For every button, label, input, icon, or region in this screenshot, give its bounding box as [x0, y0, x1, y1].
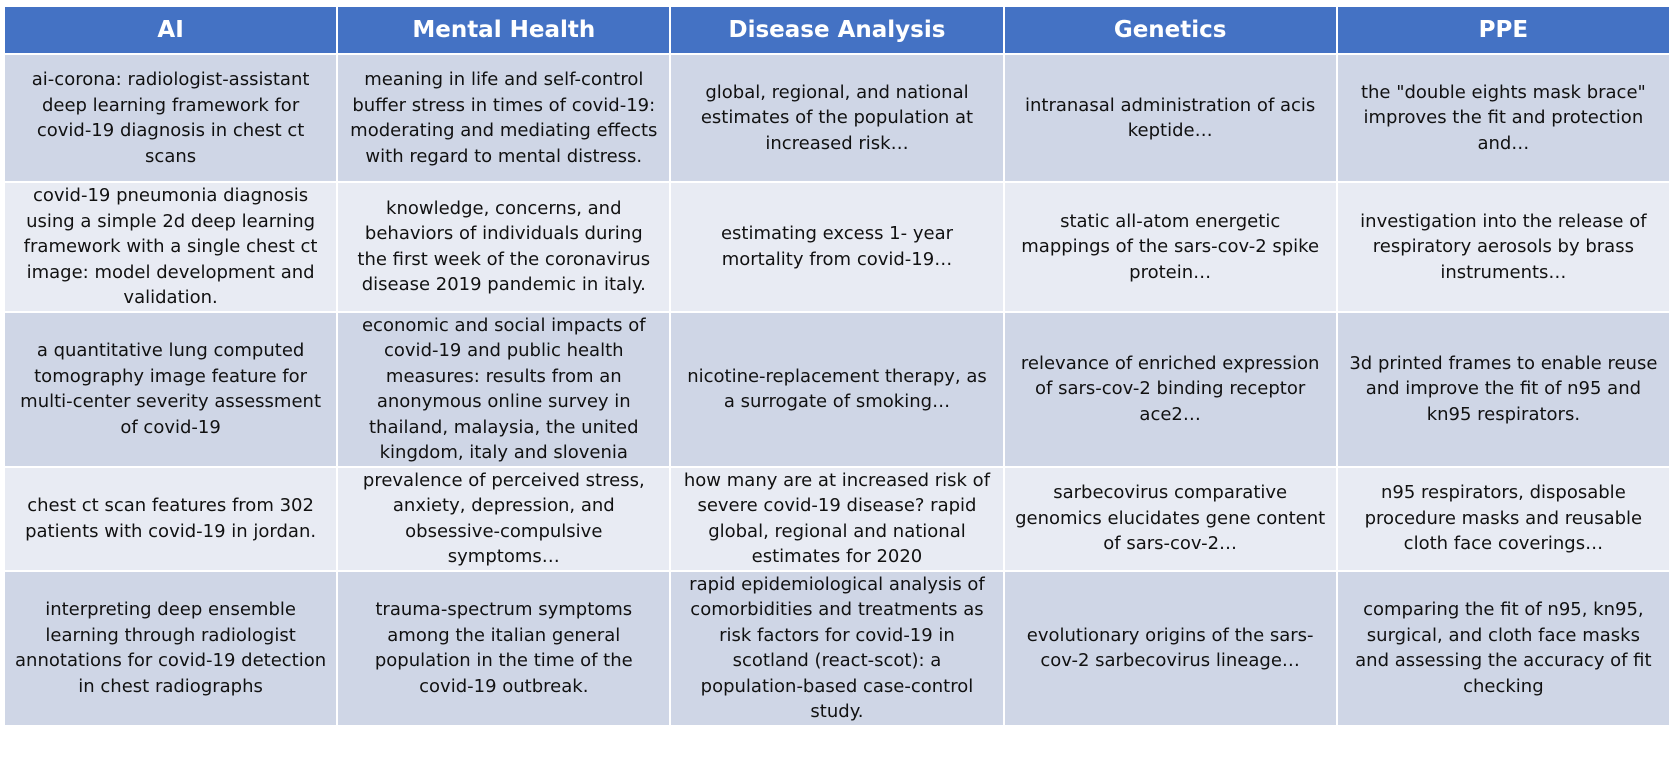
cell-ai: chest ct scan features from 302 patients with covid-19 in jordan.: [4, 467, 337, 571]
cell-genetics: sarbecovirus comparative genomics elucidates gene content of sars-cov-2…: [1004, 467, 1337, 571]
cell-ai: a quantitative lung computed tomography image feature for multi-center severity assessment of covid-19: [4, 312, 337, 467]
header-row: [4, 6, 1670, 54]
cell-ppe: the "double eights mask brace" improves the fit and protection and…: [1337, 54, 1670, 182]
topic-papers-table: [3, 5, 1671, 727]
cell-genetics: evolutionary origins of the sars-cov-2 sarbecovirus lineage…: [1004, 571, 1337, 726]
table-row: [4, 571, 1670, 726]
cell-ai: covid-19 pneumonia diagnosis using a simple 2d deep learning framework with a single chest ct image: model development and validation.: [4, 182, 337, 312]
table-row: [4, 312, 1670, 467]
table-row: [4, 182, 1670, 312]
header-ai: AI: [4, 6, 337, 54]
cell-mental-health: knowledge, concerns, and behaviors of individuals during the first week of the coronavirus disease 2019 pandemic in italy.: [337, 182, 670, 312]
cell-ppe: investigation into the release of respiratory aerosols by brass instruments…: [1337, 182, 1670, 312]
table-row: [4, 467, 1670, 571]
cell-ppe: comparing the fit of n95, kn95, surgical, and cloth face masks and assessing the accuracy of fit checking: [1337, 571, 1670, 726]
cell-genetics: intranasal administration of acis keptide…: [1004, 54, 1337, 182]
cell-disease-analysis: estimating excess 1- year mortality from covid-19…: [670, 182, 1003, 312]
cell-ai: ai-corona: radiologist-assistant deep learning framework for covid-19 diagnosis in chest ct scans: [4, 54, 337, 182]
header-ppe: PPE: [1337, 6, 1670, 54]
cell-disease-analysis: nicotine-replacement therapy, as a surrogate of smoking…: [670, 312, 1003, 467]
cell-ppe: 3d printed frames to enable reuse and improve the fit of n95 and kn95 respirators.: [1337, 312, 1670, 467]
cell-mental-health: prevalence of perceived stress, anxiety, depression, and obsessive-compulsive symptoms…: [337, 467, 670, 571]
cell-genetics: relevance of enriched expression of sars-cov-2 binding receptor ace2…: [1004, 312, 1337, 467]
cell-mental-health: meaning in life and self-control buffer stress in times of covid-19: moderating and mediating effects with regard to mental distress.: [337, 54, 670, 182]
header-mental-health: Mental Health: [337, 6, 670, 54]
topic-table-container: [3, 5, 1671, 727]
cell-ppe: n95 respirators, disposable procedure masks and reusable cloth face coverings…: [1337, 467, 1670, 571]
header-disease-analysis: Disease Analysis: [670, 6, 1003, 54]
header-genetics: Genetics: [1004, 6, 1337, 54]
cell-mental-health: economic and social impacts of covid-19 and public health measures: results from an anonymous online survey in thailand, malaysia, the united kingdom, italy and slovenia: [337, 312, 670, 467]
cell-disease-analysis: global, regional, and national estimates of the population at increased risk…: [670, 54, 1003, 182]
cell-ai: interpreting deep ensemble learning through radiologist annotations for covid-19 detection in chest radiographs: [4, 571, 337, 726]
cell-disease-analysis: how many are at increased risk of severe covid-19 disease? rapid global, regional and national estimates for 2020: [670, 467, 1003, 571]
table-row: [4, 54, 1670, 182]
cell-mental-health: trauma-spectrum symptoms among the italian general population in the time of the covid-19 outbreak.: [337, 571, 670, 726]
cell-genetics: static all-atom energetic mappings of the sars-cov-2 spike protein…: [1004, 182, 1337, 312]
cell-disease-analysis: rapid epidemiological analysis of comorbidities and treatments as risk factors for covid-19 in scotland (react-scot): a population-based case-control study.: [670, 571, 1003, 726]
